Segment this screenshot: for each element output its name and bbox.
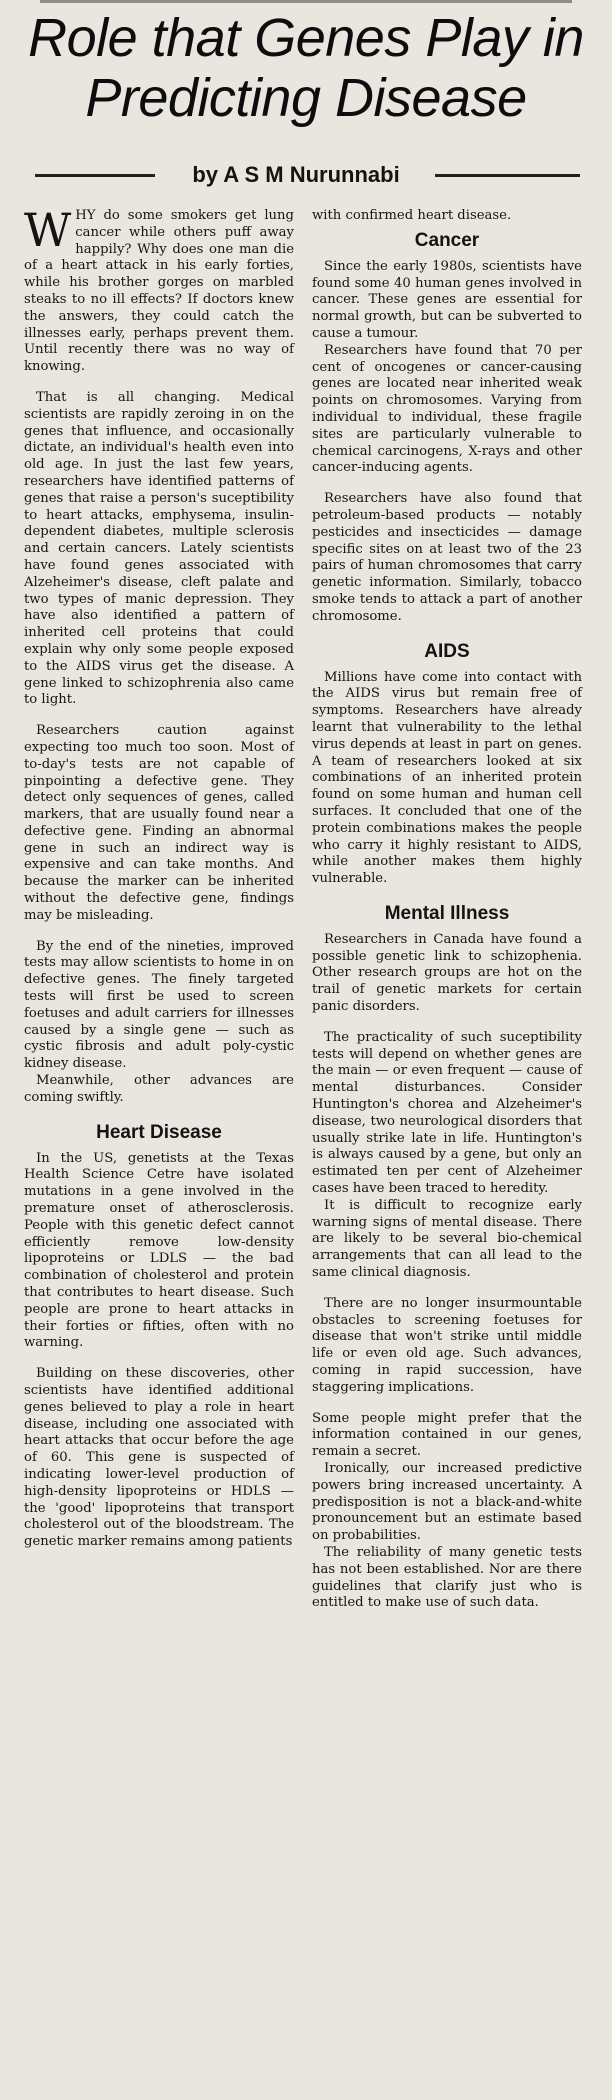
right-column — [312, 208, 582, 1626]
paragraph: The practicality of such suceptibility tests will depend on whether genes are the main — or even frequent — cause of mental disturbances. Consider Huntington's chorea and Alzeheimer's disease, two neurological disorders that usually strike late in life. Huntington's is always caused by a gene, but only an estimated ten per cent of Alzeheimer cases have been traced to heredity. — [312, 1029, 582, 1197]
byline-row — [35, 160, 580, 190]
paragraph: It is difficult to recognize early warning signs of mental disease. There are likely to be several bio-chemical arrangements that can all lead to the same clinical diagnosis. — [312, 1197, 582, 1281]
paragraph: Since the early 1980s, scientists have found some 40 human genes involved in cancer. These genes are essential for normal growth, but can be subverted to cause a tumour. — [312, 258, 582, 341]
top-rule — [40, 0, 572, 3]
paragraph: Meanwhile, other advances are coming swiftly. — [24, 1073, 294, 1105]
section-heading-mental-illness: Mental Illness — [384, 902, 510, 924]
section-heading-cancer: Cancer — [414, 229, 480, 251]
intro-paragraph — [24, 203, 294, 376]
paragraph: Researchers in Canada have found a possible genetic link to schizophenia. Other research groups are hot on the trail of genetic markets for certain panic disorders. — [312, 931, 582, 1015]
section-heading-heart-disease: Heart Disease — [96, 1121, 222, 1143]
byline-rule-left — [35, 174, 155, 177]
paragraph: Researchers have found that 70 per cent of oncogenes or cancer-causing genes are located near inherited weak points on chromosomes. Varying from individual to individual, these fragile sites are particularly vulnerable to chemical carcinogens, X-rays and other cancer-inducing agents. — [312, 342, 582, 476]
byline-rule-right — [435, 174, 580, 177]
paragraph: That is all changing. Medical scientists are rapidly zeroing in on the genes that influence, and occasionally dictate, an individual's health even into old age. In just the last few years, researchers have identified patterns of genes that raise a person's suceptibility to heart attacks, emphysema, insulin-dependent diabetes, multiple sclerosis and certain cancers. Lately scientists have found genes associated with Alzeheimer's disease, cleft palate and two types of manic depression. They have also identified a pattern of inherited cell proteins that could explain why only some people exposed to the AIDS virus get the disease. A gene linked to schizophrenia also came to light. — [24, 389, 294, 708]
paragraph: The reliability of many genetic tests has not been established. Nor are there guidelines that clarify just who is entitled to make use of such data. — [312, 1544, 582, 1611]
paragraph: In the US, genetists at the Texas Health Science Cetre have isolated mutations in a gene involved in the premature onset of atherosclerosis. People with this genetic defect cannot efficiently remove low-density lipoproteins or LDLS — the bad combination of cholesterol and protein that contributes to heart disease. Such people are prone to heart attacks in their forties or fifties, often with no warning. — [24, 1150, 294, 1351]
byline: by A S M Nurunnabi — [192, 162, 400, 187]
paragraph: Ironically, our increased predictive powers bring increased uncertainty. A predisposition is not a black-and-white pronouncement but an estimate based on probabilities. — [312, 1461, 582, 1544]
headline: Role that Genes Play in Predicting Disease — [28, 8, 584, 128]
paragraph: By the end of the nineties, improved tests may allow scientists to home in on defective genes. The finely targeted tests will first be used to screen foetuses and adult carriers for illnesses caused by a single gene — such as cystic fibrosis and adult poly-cystic kidney disease. — [24, 938, 294, 1072]
left-column — [24, 203, 294, 1565]
paragraph: Researchers caution against expecting too much too soon. Most of to-day's tests are not capable of pinpointing a defective gene. They detect only sequences of genes, called markers, that are usually found near a defective gene. Finding an abnormal gene in such an indirect way is expensive and can take months. And because the marker can be inherited without the defective gene, findings may be misleading. — [24, 723, 294, 923]
continuation-text: with confirmed heart disease. — [312, 208, 512, 223]
intro-text: HY do some smokers get lung cancer while others puff away happily? Why does one man die of a heart attack in his early forties, while his brother gorges on marbled steaks to no ill effects? If doctors knew the answers, they could catch the illnesses early, perhaps prevent them. Until recently there was no way of knowing. — [24, 208, 294, 375]
paragraph: Researchers have also found that petroleum-based products — notably pesticides and insecticides — damage specific sites on at least two of the 23 pairs of human chromosomes that carry genetic information. Similarly, tobacco smoke tends to attack a part of another chromosome. — [312, 491, 582, 624]
paragraph: There are no longer insurmountable obstacles to screening foetuses for disease that won't strike until middle life or even old age. Such advances, coming in rapid succession, have staggering implications. — [312, 1295, 582, 1395]
paragraph: Millions have come into contact with the AIDS virus but remain free of symptoms. Researchers have already learnt that vulnerability to the lethal virus depends at least in part on genes. A team of researchers looked at six combinations of an inherited protein found on some human and human cell surfaces. It concluded that one of the protein combinations makes the people who carry it highly resistant to AIDS, while another makes them highly vulnerable. — [312, 669, 582, 887]
drop-cap: W — [24, 203, 72, 257]
paragraph: Some people might prefer that the information contained in our genes, remain a secret. — [312, 1410, 582, 1460]
section-heading-aids: AIDS — [424, 640, 470, 662]
paragraph: Building on these discoveries, other scientists have identified additional genes believed to play a role in heart disease, including one associated with heart attacks that occur before the age of 60. This gene is suspected of indicating lower-level production of high-density lipoproteins or HDLS — the 'good' lipoproteins that transport cholesterol out of the bloodstream. The genetic marker remains among patients — [24, 1366, 294, 1550]
